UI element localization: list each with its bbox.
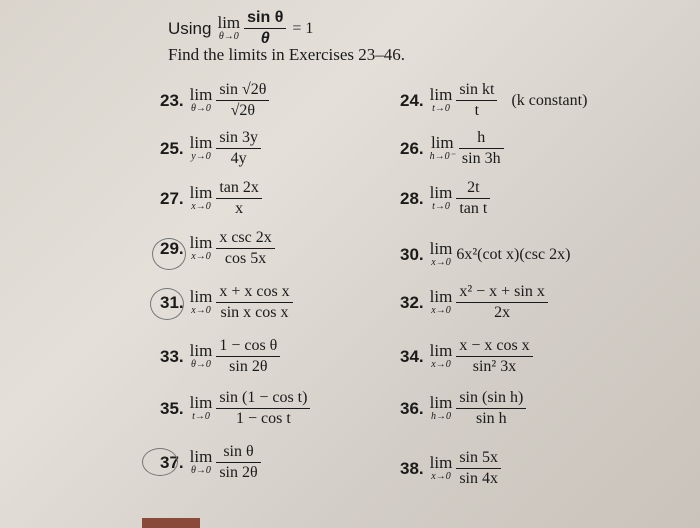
header-fraction <box>244 8 286 49</box>
lim-subscript: x→0 <box>431 257 451 268</box>
lim-subscript: h→0⁻ <box>429 151 455 162</box>
limit-operator <box>430 86 453 115</box>
lim-subscript: θ→0 <box>191 103 211 114</box>
page-edge-tab <box>142 518 200 528</box>
denominator: 4y <box>230 150 247 167</box>
exercise-24 <box>400 80 587 121</box>
lim-word: lim <box>189 341 213 360</box>
header-lim-sub: θ→0 <box>218 31 239 42</box>
fraction <box>456 282 548 323</box>
numerator: x − x cos x <box>459 337 530 354</box>
lim-word: lim <box>429 183 453 202</box>
exercise-number: 28. <box>400 188 424 208</box>
limit-operator <box>430 454 453 483</box>
lim-subscript: t→0 <box>432 201 450 212</box>
exercise-number: 29. <box>160 238 184 258</box>
fraction <box>216 128 261 169</box>
limit-expression: 6x²(cot x)(csc 2x) <box>456 245 571 263</box>
lim-subscript: y→0 <box>191 151 211 162</box>
lim-subscript: t→0 <box>432 103 450 114</box>
denominator: sin h <box>475 410 507 427</box>
fraction <box>216 388 310 429</box>
limit-operator <box>190 234 213 263</box>
limit-operator <box>430 394 453 423</box>
exercise-number: 31. <box>160 292 184 312</box>
denominator: cos 5x <box>224 250 267 267</box>
limit-operator <box>190 86 213 115</box>
limit-operator <box>430 240 453 269</box>
exercise-25 <box>160 128 261 169</box>
fraction <box>216 228 274 269</box>
lim-word: lim <box>189 287 213 306</box>
lim-word: lim <box>189 447 213 466</box>
limit-operator <box>190 448 213 477</box>
denominator: x <box>235 200 244 217</box>
lim-word: lim <box>189 233 213 252</box>
fraction <box>216 80 269 121</box>
numerator: sin 3y <box>219 129 258 146</box>
lim-word: lim <box>429 287 453 306</box>
exercise-34 <box>400 336 533 377</box>
exercise-28 <box>400 178 490 219</box>
lim-subscript: x→0 <box>191 201 211 212</box>
exercise-26 <box>400 128 504 169</box>
denominator: sin x cos x <box>220 304 289 321</box>
exercise-27 <box>160 178 262 219</box>
exercise-number: 38. <box>400 458 424 478</box>
lim-subscript: x→0 <box>431 305 451 316</box>
fraction <box>216 336 280 377</box>
header-formula <box>168 8 313 49</box>
exercise-30 <box>400 240 570 269</box>
limit-operator <box>190 288 213 317</box>
numerator: x² − x + sin x <box>459 283 545 300</box>
exercise-23 <box>160 80 269 121</box>
limit-operator <box>190 342 213 371</box>
lim-word: lim <box>189 183 213 202</box>
pen-circle-29 <box>152 238 186 270</box>
exercise-33 <box>160 336 280 377</box>
exercise-number: 27. <box>160 188 184 208</box>
exercise-36 <box>400 388 526 429</box>
exercise-number: 25. <box>160 138 184 158</box>
header-limit <box>217 14 240 43</box>
limit-operator <box>430 288 453 317</box>
denominator: sin 2θ <box>229 358 268 375</box>
header-frac-num: sin θ <box>247 9 284 26</box>
header-lim-word: lim <box>217 13 241 32</box>
header-using: Using <box>168 18 212 38</box>
exercise-number: 35. <box>160 398 184 418</box>
limit-operator <box>190 134 213 163</box>
header-equals: = 1 <box>292 19 314 37</box>
lim-subscript: x→0 <box>191 251 211 262</box>
lim-word: lim <box>189 133 213 152</box>
exercise-38 <box>400 448 501 489</box>
numerator: 2t <box>467 179 480 196</box>
denominator: t <box>474 102 480 119</box>
exercise-number: 36. <box>400 398 424 418</box>
exercise-number: 23. <box>160 90 184 110</box>
numerator: sin (sin h) <box>459 389 524 406</box>
exercise-note: (k constant) <box>511 91 588 109</box>
exercise-number: 33. <box>160 346 184 366</box>
fraction <box>456 336 532 377</box>
numerator: tan 2x <box>219 179 259 196</box>
fraction <box>456 448 501 489</box>
fraction <box>456 388 526 429</box>
lim-subscript: θ→0 <box>191 465 211 476</box>
lim-word: lim <box>429 341 453 360</box>
fraction <box>459 128 504 169</box>
exercise-number: 34. <box>400 346 424 366</box>
exercise-number: 24. <box>400 90 424 110</box>
lim-word: lim <box>429 393 453 412</box>
limit-operator <box>190 394 213 423</box>
numerator: x + x cos x <box>219 283 290 300</box>
denominator: sin 2θ <box>219 464 258 481</box>
fraction <box>216 442 260 483</box>
numerator: sin (1 − cos t) <box>219 389 308 406</box>
lim-subscript: x→0 <box>431 359 451 370</box>
lim-subscript: θ→0 <box>191 359 211 370</box>
fraction <box>216 282 292 323</box>
lim-subscript: x→0 <box>431 471 451 482</box>
numerator: x csc 2x <box>219 229 272 246</box>
exercise-32 <box>400 282 548 323</box>
denominator: 2x <box>494 304 511 321</box>
exercise-number: 37. <box>160 452 184 472</box>
denominator: sin 3h <box>461 150 501 167</box>
exercise-number: 26. <box>400 138 424 158</box>
numerator: h <box>477 129 486 146</box>
lim-word: lim <box>430 133 454 152</box>
exercise-35 <box>160 388 310 429</box>
denominator: sin 4x <box>459 470 498 487</box>
limit-operator <box>430 134 455 163</box>
denominator: √2θ <box>230 102 256 119</box>
fraction <box>456 178 490 219</box>
lim-word: lim <box>429 85 453 104</box>
fraction <box>216 178 262 219</box>
numerator: sin θ <box>223 443 254 460</box>
lim-word: lim <box>189 85 213 104</box>
lim-subscript: x→0 <box>191 305 211 316</box>
limit-operator <box>190 184 213 213</box>
denominator: 1 − cos t <box>235 410 291 427</box>
exercise-number: 32. <box>400 292 424 312</box>
numerator: 1 − cos θ <box>219 337 278 354</box>
numerator: sin √2θ <box>219 81 267 98</box>
lim-subscript: t→0 <box>192 411 210 422</box>
denominator: tan t <box>459 200 488 217</box>
lim-word: lim <box>429 453 453 472</box>
header-frac-den: θ <box>260 30 270 47</box>
instruction-text: Find the limits in Exercises 23–46. <box>168 45 406 64</box>
exercise-number: 30. <box>400 244 424 264</box>
pen-circle-37 <box>142 448 178 476</box>
fraction <box>456 80 497 121</box>
numerator: sin 5x <box>459 449 498 466</box>
lim-subscript: h→0 <box>430 411 451 422</box>
limit-operator <box>430 184 453 213</box>
pen-circle-31 <box>150 288 184 320</box>
denominator: sin² 3x <box>472 358 517 375</box>
numerator: sin kt <box>459 81 495 98</box>
lim-word: lim <box>189 393 213 412</box>
lim-word: lim <box>429 239 453 258</box>
limit-operator <box>430 342 453 371</box>
